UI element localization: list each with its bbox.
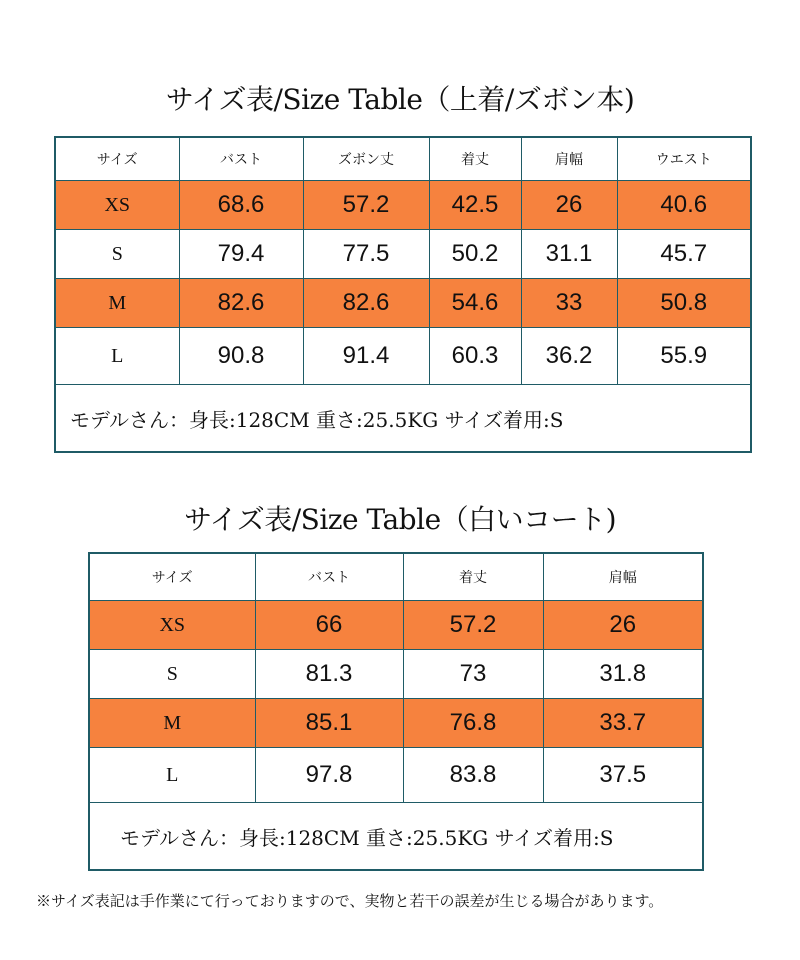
- waist-cell: 55.9: [617, 328, 751, 385]
- pants-length-cell: 82.6: [303, 279, 429, 328]
- table1-title: サイズ表/Size Table（上着/ズボン本): [165, 83, 635, 116]
- shoulder-cell: 31.1: [521, 230, 617, 279]
- size-cell: M: [89, 699, 255, 748]
- size-cell: S: [55, 230, 179, 279]
- waist-cell: 40.6: [617, 181, 751, 230]
- header-length: 着丈: [403, 553, 543, 601]
- table-row-m: [55, 279, 751, 328]
- shoulder-cell: 33.7: [543, 699, 703, 748]
- header-bust: バスト: [255, 553, 403, 601]
- pants-length-cell: 91.4: [303, 328, 429, 385]
- model-info-row: [55, 385, 751, 453]
- header-shoulder: 肩幅: [543, 553, 703, 601]
- waist-cell: 50.8: [617, 279, 751, 328]
- table-row-s: [89, 650, 703, 699]
- length-cell: 54.6: [429, 279, 521, 328]
- table-row-l: [55, 328, 751, 385]
- bust-cell: 97.8: [255, 748, 403, 803]
- shoulder-cell: 31.8: [543, 650, 703, 699]
- size-cell: M: [55, 279, 179, 328]
- header-length: 着丈: [429, 137, 521, 181]
- shoulder-cell: 33: [521, 279, 617, 328]
- length-cell: 60.3: [429, 328, 521, 385]
- header-bust: バスト: [179, 137, 303, 181]
- bust-cell: 79.4: [179, 230, 303, 279]
- table-header-row: [55, 137, 751, 181]
- size-cell: S: [89, 650, 255, 699]
- shoulder-cell: 26: [543, 601, 703, 650]
- table-row-xs: [89, 601, 703, 650]
- shoulder-cell: 37.5: [543, 748, 703, 803]
- header-pants-length: ズボン丈: [303, 137, 429, 181]
- header-size: サイズ: [55, 137, 179, 181]
- table-header-row: [89, 553, 703, 601]
- table2-title: サイズ表/Size Table（白いコート): [183, 503, 617, 536]
- size-cell: L: [55, 328, 179, 385]
- length-cell: 76.8: [403, 699, 543, 748]
- pants-length-cell: 77.5: [303, 230, 429, 279]
- shoulder-cell: 26: [521, 181, 617, 230]
- header-size: サイズ: [89, 553, 255, 601]
- bust-cell: 66: [255, 601, 403, 650]
- footnote: ※サイズ表記は手作業にて行っておりますので、実物と若干の誤差が生じる場合があります。: [36, 892, 664, 910]
- bust-cell: 90.8: [179, 328, 303, 385]
- size-table-top-pants: [54, 136, 752, 453]
- size-cell: XS: [89, 601, 255, 650]
- bust-cell: 68.6: [179, 181, 303, 230]
- length-cell: 50.2: [429, 230, 521, 279]
- header-shoulder: 肩幅: [521, 137, 617, 181]
- model-info: モデルさん：身長:128CM 重さ:25.5KG サイズ着用:S: [89, 803, 703, 871]
- table-row-xs: [55, 181, 751, 230]
- waist-cell: 45.7: [617, 230, 751, 279]
- table-row-m: [89, 699, 703, 748]
- size-cell: L: [89, 748, 255, 803]
- model-info-row: [89, 803, 703, 871]
- shoulder-cell: 36.2: [521, 328, 617, 385]
- table-row-s: [55, 230, 751, 279]
- bust-cell: 82.6: [179, 279, 303, 328]
- bust-cell: 81.3: [255, 650, 403, 699]
- length-cell: 42.5: [429, 181, 521, 230]
- table-row-l: [89, 748, 703, 803]
- pants-length-cell: 57.2: [303, 181, 429, 230]
- size-table-coat: [88, 552, 704, 871]
- header-waist: ウエスト: [617, 137, 751, 181]
- length-cell: 57.2: [403, 601, 543, 650]
- model-info: モデルさん：身長:128CM 重さ:25.5KG サイズ着用:S: [55, 385, 751, 453]
- bust-cell: 85.1: [255, 699, 403, 748]
- length-cell: 83.8: [403, 748, 543, 803]
- size-cell: XS: [55, 181, 179, 230]
- length-cell: 73: [403, 650, 543, 699]
